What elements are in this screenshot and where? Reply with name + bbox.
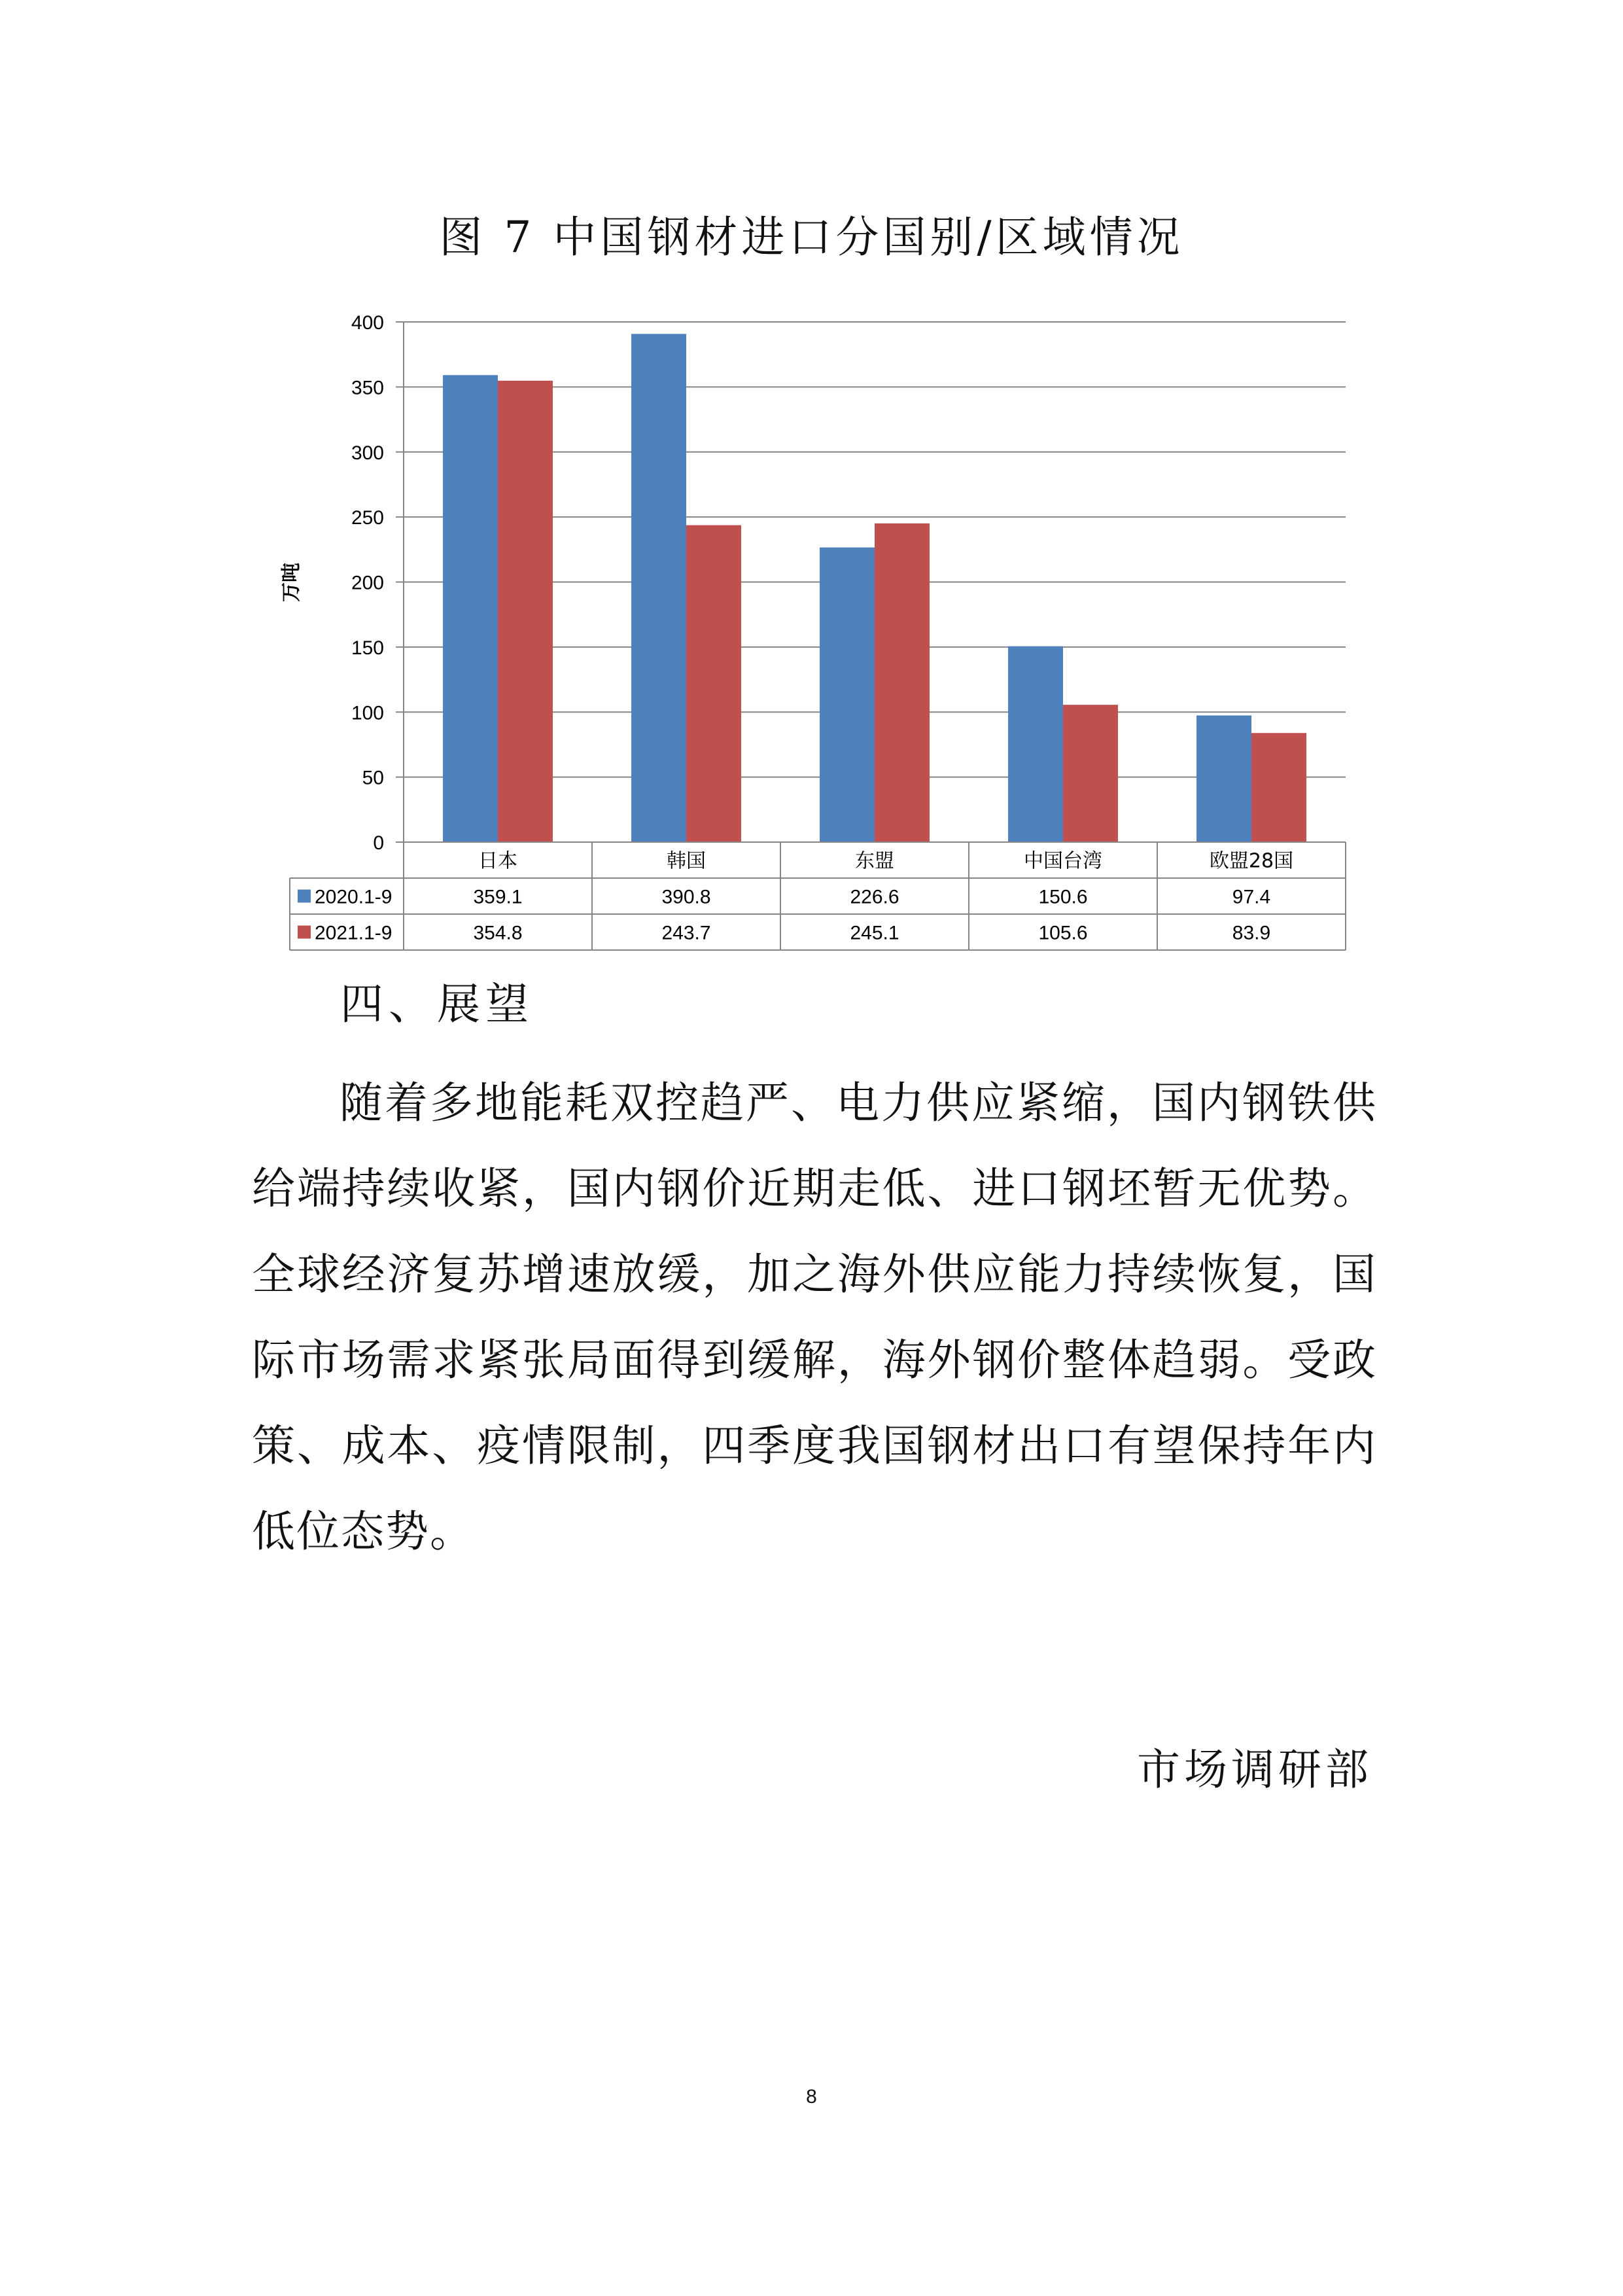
bar-series2-4 <box>1251 733 1306 842</box>
y-tick-label: 100 <box>351 702 384 724</box>
table-value: 243.7 <box>661 922 711 944</box>
bar-series2-3 <box>1063 705 1118 842</box>
x-category-label: 日本 <box>478 849 517 873</box>
bar-series1-1 <box>631 334 686 842</box>
x-category-label: 欧盟28国 <box>1209 849 1294 873</box>
bar-series1-2 <box>820 548 875 842</box>
y-tick-label: 250 <box>351 507 384 529</box>
y-tick-label: 400 <box>351 312 384 334</box>
y-tick-label: 0 <box>373 832 384 854</box>
y-tick-label: 200 <box>351 572 384 594</box>
legend-swatch <box>298 890 311 903</box>
table-value: 226.6 <box>850 886 899 908</box>
table-value: 354.8 <box>473 922 523 944</box>
table-value: 105.6 <box>1038 922 1088 944</box>
x-category-label: 东盟 <box>855 849 894 873</box>
bar-series2-2 <box>875 523 930 842</box>
figure-title: 图 7 中国钢材进口分国别/区域情况 <box>439 212 1184 262</box>
bar-series1-4 <box>1196 715 1251 842</box>
y-tick-label: 300 <box>351 442 384 464</box>
y-tick-label: 350 <box>351 377 384 399</box>
table-value: 97.4 <box>1232 886 1271 908</box>
legend-swatch <box>298 926 311 939</box>
signature: 市场调研部 <box>1137 1744 1372 1795</box>
legend-series-name: 2021.1-9 <box>315 922 393 944</box>
y-tick-label: 50 <box>362 767 384 789</box>
bar-series1-0 <box>443 375 498 842</box>
y-axis-label: 万吨 <box>280 563 303 602</box>
page-number: 8 <box>806 2086 817 2108</box>
table-value: 390.8 <box>661 886 711 908</box>
bar-series2-1 <box>686 525 741 842</box>
body-paragraph: 随着多地能耗双控趋严、电力供应紧缩，国内钢铁供给端持续收紧，国内钢价近期走低、进口钢坯暂无优势。全球经济复苏增速放缓，加之海外供应能力持续恢复，国际市场需求紧张局面得到缓解，海外钢价整体趋弱。受政策、成本、疫情限制，四季度我国钢材出口有望保持年内低位态势。 <box>252 1078 1377 1557</box>
bar-chart <box>262 301 1374 955</box>
table-value: 150.6 <box>1038 886 1088 908</box>
x-category-label: 中国台湾 <box>1024 849 1102 873</box>
table-value: 245.1 <box>850 922 899 944</box>
y-tick-label: 150 <box>351 637 384 659</box>
section-heading: 四、展望 <box>340 979 534 1029</box>
bar-series1-3 <box>1008 646 1063 842</box>
table-value: 359.1 <box>473 886 523 908</box>
legend-series-name: 2020.1-9 <box>315 886 393 908</box>
table-value: 83.9 <box>1232 922 1271 944</box>
bar-series2-0 <box>498 381 553 842</box>
x-category-label: 韩国 <box>667 849 706 873</box>
